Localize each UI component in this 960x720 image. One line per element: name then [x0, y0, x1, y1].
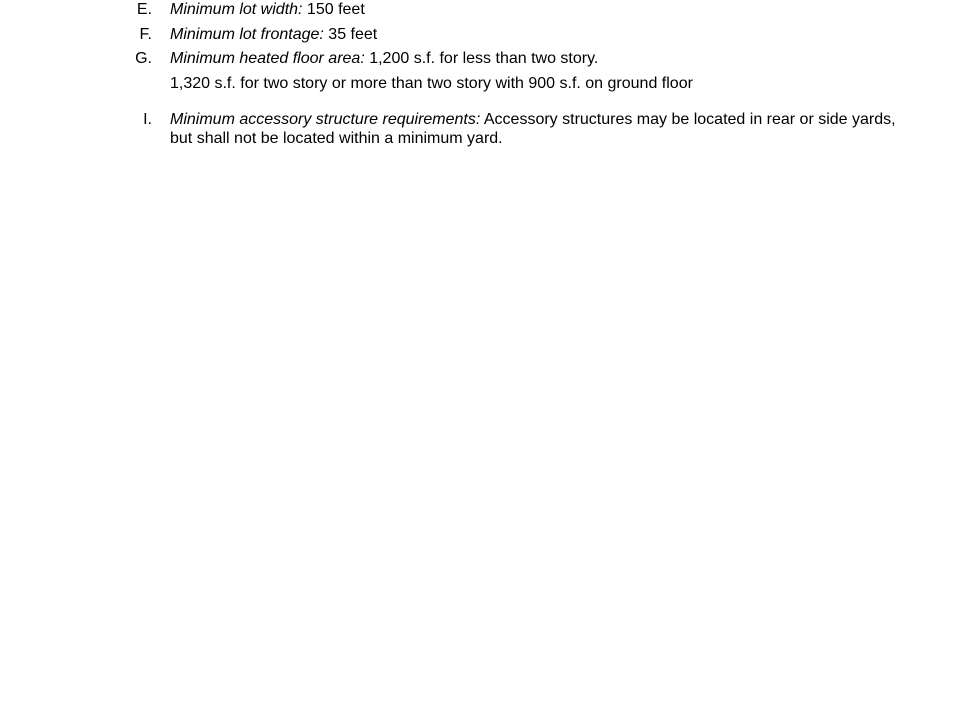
list-item-text — [170, 110, 960, 148]
list-marker: F. — [139, 26, 152, 43]
list-marker: E. — [136, 1, 152, 18]
list-item-text — [170, 25, 960, 44]
requirement-term: Minimum heated floor area: — [170, 50, 365, 67]
requirement-value: 1,200 s.f. for less than two story. — [364, 50, 599, 67]
list-item-text — [170, 49, 960, 68]
continuation-text: but shall not be located within a minimum yard. — [170, 130, 503, 147]
requirement-value: 150 feet — [302, 1, 365, 18]
requirement-value: 35 feet — [323, 26, 378, 43]
requirement-term: Minimum lot width: — [170, 1, 303, 18]
requirement-term: Minimum accessory structure requirements: — [170, 111, 481, 128]
continuation-text: 1,320 s.f. for two story or more than two story with 900 s.f. on ground floor — [170, 75, 693, 92]
list-marker: I. — [143, 111, 152, 128]
requirement-value: Accessory structures may be located in rear or side yards, — [480, 111, 896, 128]
requirement-term: Minimum lot frontage: — [170, 26, 324, 43]
list-item-text — [170, 0, 960, 19]
list-marker: G. — [135, 50, 152, 67]
